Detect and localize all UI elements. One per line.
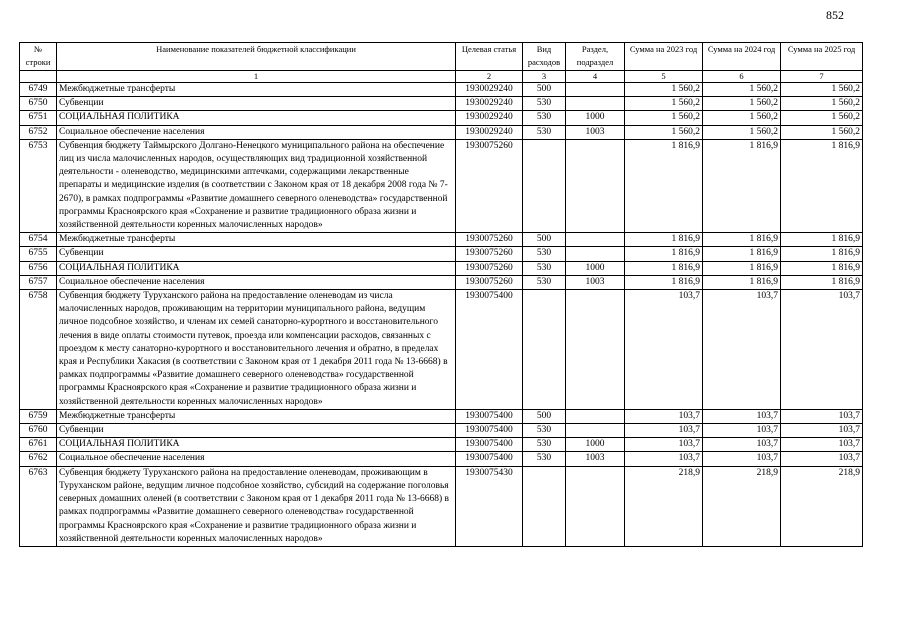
table-row (20, 233, 863, 247)
column-number: 4 (566, 71, 625, 83)
cell-target: 1930029240 (456, 125, 523, 139)
cell-expense-type: 530 (523, 247, 566, 261)
cell-row-no: 6754 (20, 233, 57, 247)
cell-sum-2023: 103,7 (625, 438, 703, 452)
cell-expense-type: 530 (523, 97, 566, 111)
table-row (20, 409, 863, 423)
cell-section (566, 233, 625, 247)
cell-section: 1003 (566, 452, 625, 466)
cell-expense-type (523, 290, 566, 410)
cell-sum-2025: 103,7 (781, 409, 863, 423)
cell-name: Межбюджетные трансферты (57, 233, 456, 247)
table-row (20, 139, 863, 232)
budget-table (19, 42, 863, 547)
cell-sum-2024: 103,7 (703, 452, 781, 466)
table-row (20, 438, 863, 452)
cell-sum-2023: 1 560,2 (625, 83, 703, 97)
cell-sum-2024: 103,7 (703, 409, 781, 423)
cell-sum-2023: 1 560,2 (625, 111, 703, 125)
cell-sum-2025: 1 560,2 (781, 97, 863, 111)
table-body (20, 83, 863, 547)
cell-target: 1930029240 (456, 97, 523, 111)
header-section: Раздел, подраздел (566, 43, 625, 71)
cell-name: Субвенция бюджету Туруханского района на предоставление оленеводам, проживающим в Туруханском районе, ведущим личное подсобное хозяйство, субсидий на содержание поголовья северных домашних оленей (в соответствии с Законом края от 1 декабря 2011 года № 13-6668) в рамках подпрограммы «Развитие домашнего северного оленеводства» государственной программы Красноярского края «Сохранение и развитие традиционного образа жизни и хозяйственной деятельности коренных малочисленных народов» (57, 466, 456, 546)
cell-section (566, 139, 625, 232)
cell-expense-type: 530 (523, 424, 566, 438)
table-row (20, 97, 863, 111)
cell-section (566, 83, 625, 97)
cell-name: Социальное обеспечение населения (57, 125, 456, 139)
table-row (20, 125, 863, 139)
header-sum-2023: Сумма на 2023 год (625, 43, 703, 71)
cell-row-no: 6749 (20, 83, 57, 97)
cell-sum-2023: 1 560,2 (625, 97, 703, 111)
cell-expense-type: 530 (523, 452, 566, 466)
cell-section (566, 290, 625, 410)
cell-sum-2023: 218,9 (625, 466, 703, 546)
cell-sum-2024: 1 560,2 (703, 111, 781, 125)
table-row (20, 111, 863, 125)
cell-sum-2025: 103,7 (781, 290, 863, 410)
cell-sum-2024: 1 560,2 (703, 97, 781, 111)
cell-sum-2025: 1 816,9 (781, 275, 863, 289)
cell-sum-2023: 103,7 (625, 452, 703, 466)
table-row (20, 290, 863, 410)
cell-sum-2024: 103,7 (703, 438, 781, 452)
page-number: 852 (826, 8, 844, 22)
cell-sum-2023: 103,7 (625, 290, 703, 410)
column-number: 5 (625, 71, 703, 83)
cell-target: 1930075260 (456, 275, 523, 289)
cell-expense-type: 530 (523, 261, 566, 275)
cell-sum-2025: 1 816,9 (781, 261, 863, 275)
cell-sum-2023: 1 816,9 (625, 139, 703, 232)
cell-sum-2023: 1 816,9 (625, 275, 703, 289)
cell-section: 1003 (566, 275, 625, 289)
cell-expense-type (523, 466, 566, 546)
cell-sum-2025: 1 560,2 (781, 125, 863, 139)
cell-name: Субвенции (57, 424, 456, 438)
cell-row-no: 6750 (20, 97, 57, 111)
column-number: 1 (57, 71, 456, 83)
cell-name: Субвенции (57, 247, 456, 261)
cell-name: Социальное обеспечение населения (57, 275, 456, 289)
cell-target: 1930075400 (456, 424, 523, 438)
cell-sum-2024: 1 816,9 (703, 275, 781, 289)
cell-expense-type: 530 (523, 125, 566, 139)
cell-row-no: 6760 (20, 424, 57, 438)
cell-section: 1000 (566, 111, 625, 125)
cell-sum-2023: 1 816,9 (625, 261, 703, 275)
cell-name: СОЦИАЛЬНАЯ ПОЛИТИКА (57, 438, 456, 452)
cell-target: 1930075430 (456, 466, 523, 546)
cell-row-no: 6756 (20, 261, 57, 275)
table-row (20, 424, 863, 438)
cell-name: Межбюджетные трансферты (57, 83, 456, 97)
cell-target: 1930075260 (456, 139, 523, 232)
cell-sum-2024: 218,9 (703, 466, 781, 546)
cell-expense-type: 530 (523, 275, 566, 289)
column-number: 6 (703, 71, 781, 83)
cell-row-no: 6751 (20, 111, 57, 125)
cell-name: Межбюджетные трансферты (57, 409, 456, 423)
cell-sum-2023: 1 816,9 (625, 247, 703, 261)
cell-sum-2024: 1 816,9 (703, 247, 781, 261)
cell-row-no: 6762 (20, 452, 57, 466)
cell-expense-type: 500 (523, 409, 566, 423)
cell-row-no: 6757 (20, 275, 57, 289)
cell-sum-2025: 103,7 (781, 438, 863, 452)
header-row-no: № строки (20, 43, 57, 71)
cell-sum-2024: 1 560,2 (703, 83, 781, 97)
cell-sum-2024: 1 816,9 (703, 139, 781, 232)
cell-expense-type: 530 (523, 438, 566, 452)
cell-target: 1930075400 (456, 452, 523, 466)
cell-sum-2025: 218,9 (781, 466, 863, 546)
cell-expense-type: 500 (523, 83, 566, 97)
header-name: Наименование показателей бюджетной классификации (57, 43, 456, 71)
table-row (20, 452, 863, 466)
header-sum-2025: Сумма на 2025 год (781, 43, 863, 71)
cell-sum-2025: 103,7 (781, 452, 863, 466)
cell-target: 1930075260 (456, 247, 523, 261)
table-row (20, 466, 863, 546)
cell-sum-2024: 1 560,2 (703, 125, 781, 139)
cell-target: 1930029240 (456, 111, 523, 125)
cell-sum-2023: 1 560,2 (625, 125, 703, 139)
cell-target: 1930075400 (456, 409, 523, 423)
cell-section (566, 409, 625, 423)
cell-sum-2025: 1 560,2 (781, 83, 863, 97)
cell-sum-2025: 1 560,2 (781, 111, 863, 125)
cell-target: 1930075260 (456, 261, 523, 275)
cell-name: Субвенция бюджету Таймырского Долгано-Ненецкого муниципального района на обеспечение лиц из числа малочисленных народов, осуществляющих вид традиционной хозяйственной деятельности - оленеводство, медицинскими аптечками, содержащими лекарственные препараты и медицинские изделия (в соответствии с Законом края от 18 декабря 2008 года № 7-2670), в рамках подпрограммы «Развитие домашнего северного оленеводства» государственной программы Красноярского края «Сохранение и развитие традиционного образа жизни и хозяйственной деятельности коренных малочисленных народов» (57, 139, 456, 232)
cell-sum-2023: 103,7 (625, 424, 703, 438)
cell-name: Социальное обеспечение населения (57, 452, 456, 466)
cell-section (566, 97, 625, 111)
column-number: 3 (523, 71, 566, 83)
header-expense-type: Вид расходов (523, 43, 566, 71)
cell-sum-2025: 1 816,9 (781, 139, 863, 232)
cell-target: 1930075400 (456, 438, 523, 452)
cell-section: 1000 (566, 438, 625, 452)
cell-target: 1930075400 (456, 290, 523, 410)
cell-sum-2023: 1 816,9 (625, 233, 703, 247)
cell-target: 1930075260 (456, 233, 523, 247)
cell-row-no: 6763 (20, 466, 57, 546)
cell-name: Субвенция бюджету Туруханского района на предоставление оленеводам из числа малочисленных народов, проживающим на территории муниципального района, ведущим личное подсобное хозяйство, и членам их семей санаторно-курортного и восстановительного лечения в виде оплаты стоимости путевок, проезда или компенсации расходов, связанных с проездом к месту санаторно-курортного и восстановительного лечения и обратно, в пределах края и Республики Хакасия (в соответствии с Законом края от 1 декабря 2011 года № 13-6668) в рамках подпрограммы «Развитие домашнего северного оленеводства» государственной программы Красноярского края «Сохранение и развитие традиционного образа жизни и хозяйственной деятельности коренных малочисленных народов» (57, 290, 456, 410)
cell-name: Субвенции (57, 97, 456, 111)
cell-sum-2024: 103,7 (703, 424, 781, 438)
cell-section (566, 466, 625, 546)
cell-section (566, 424, 625, 438)
cell-section (566, 247, 625, 261)
table-row (20, 247, 863, 261)
cell-row-no: 6755 (20, 247, 57, 261)
column-number: 7 (781, 71, 863, 83)
cell-sum-2024: 1 816,9 (703, 233, 781, 247)
cell-section: 1000 (566, 261, 625, 275)
table-row (20, 83, 863, 97)
header-target: Целевая статья (456, 43, 523, 71)
cell-sum-2024: 103,7 (703, 290, 781, 410)
cell-row-no: 6752 (20, 125, 57, 139)
header-row (20, 43, 863, 71)
cell-row-no: 6759 (20, 409, 57, 423)
column-number: 2 (456, 71, 523, 83)
cell-expense-type (523, 139, 566, 232)
cell-row-no: 6758 (20, 290, 57, 410)
cell-name: СОЦИАЛЬНАЯ ПОЛИТИКА (57, 261, 456, 275)
cell-sum-2025: 103,7 (781, 424, 863, 438)
cell-sum-2025: 1 816,9 (781, 233, 863, 247)
cell-name: СОЦИАЛЬНАЯ ПОЛИТИКА (57, 111, 456, 125)
cell-row-no: 6753 (20, 139, 57, 232)
cell-sum-2024: 1 816,9 (703, 261, 781, 275)
column-number-empty (20, 71, 57, 83)
cell-expense-type: 500 (523, 233, 566, 247)
column-number-row (20, 71, 863, 83)
cell-expense-type: 530 (523, 111, 566, 125)
cell-row-no: 6761 (20, 438, 57, 452)
cell-sum-2025: 1 816,9 (781, 247, 863, 261)
cell-sum-2023: 103,7 (625, 409, 703, 423)
header-sum-2024: Сумма на 2024 год (703, 43, 781, 71)
cell-section: 1003 (566, 125, 625, 139)
table-row (20, 275, 863, 289)
table-row (20, 261, 863, 275)
cell-target: 1930029240 (456, 83, 523, 97)
